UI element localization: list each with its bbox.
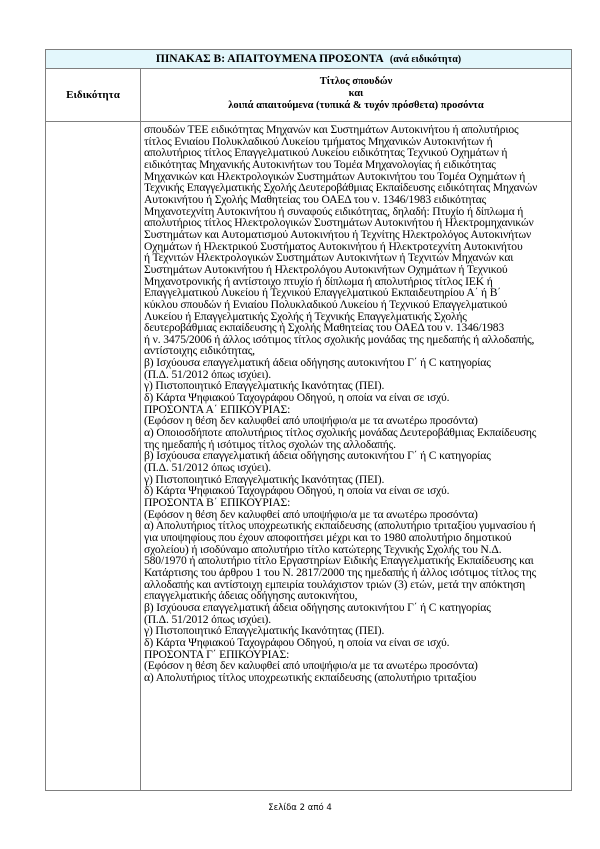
text-line: αλλοδαπής και αντίστοιχη εμπειρία τουλάχιστον τριών (3) ετών, μετά την απόκτηση (144, 577, 526, 591)
table-title-row (46, 50, 571, 69)
text-line: (Εφόσον η θέση δεν καλυφθεί από υποψήφιο/α με τα ανωτέρω προσόντα) (144, 659, 478, 673)
text-line: (Εφόσον η θέση δεν καλυφθεί από υποψήφιο/α με τα ανωτέρω προσόντα) (144, 507, 478, 521)
text-line: Κατάρτισης του άρθρου 1 του Ν. 2817/2000 της ημεδαπής ή άλλος ισότιμος τίτλος της (144, 565, 537, 579)
text-line: (Εφόσον η θέση δεν καλυφθεί από υποψήφιο/α με τα ανωτέρω προσόντα) (144, 414, 478, 428)
header-line: και (348, 88, 364, 99)
text-line: γ) Πιστοποιητικό Επαγγελματικής Ικανότητας (ΠΕΙ). (144, 472, 385, 486)
text-line: Μηχανοτεχνίτη Αυτοκινήτου ή συναφούς ειδικότητας, δηλαδή: Πτυχίο ή δίπλωμα ή (144, 204, 524, 218)
text-line: Αυτοκινήτου ή Σχολής Μαθητείας του ΟΑΕΔ του ν. 1346/1983 ειδικότητας (144, 192, 487, 206)
text-line: (Π.Δ. 51/2012 όπως ισχύει). (144, 461, 272, 475)
text-line: Τεχνικής Επαγγελματικής Σχολής Δευτεροβάθμιας Εκπαίδευσης ειδικότητας Μηχανών (144, 181, 538, 195)
header-specialty: Ειδικότητα (46, 69, 141, 121)
table-title: ΠΙΝΑΚΑΣ Β: ΑΠΑΙΤΟΥΜΕΝΑ ΠΡΟΣΟΝΤΑ (155, 53, 384, 65)
text-line: ή Τεχνιτών Ηλεκτρολογικών Συστημάτων Αυτοκινήτων ή Τεχνιτών Μηχανών και (144, 251, 514, 265)
table-title-subtitle: (ανά ειδικότητα) (389, 54, 462, 65)
text-line: β) Ισχύουσα επαγγελματική άδεια οδήγησης αυτοκινήτου Γ΄ ή C κατηγορίας (144, 356, 491, 370)
text-line: γ) Πιστοποιητικό Επαγγελματικής Ικανότητας (ΠΕΙ). (144, 379, 385, 393)
text-line: α) Οποιοσδήποτε απολυτήριος τίτλος σχολικής μονάδας Δευτεροβάθμιας Εκπαίδευσης (144, 426, 537, 440)
requirements-table (45, 49, 572, 791)
text-line: Συστημάτων και Αυτοματισμού Αυτοκινήτου ή Τεχνίτης Ηλεκτρολόγος Αυτοκινήτων (144, 227, 532, 241)
header-qualifications (141, 69, 571, 121)
table-header-row (46, 69, 571, 122)
text-line: β) Ισχύουσα επαγγελματική άδεια οδήγησης αυτοκινήτου Γ΄ ή C κατηγορίας (144, 600, 491, 614)
text-line: δ) Κάρτα Ψηφιακού Ταχογράφου Οδηγού, η οποία να είναι σε ισχύ. (144, 635, 450, 649)
text-line: Μηχανικών και Ηλεκτρολογικών Συστημάτων Αυτοκινήτου του Τομέα Οχημάτων ή (144, 169, 526, 183)
text-line: α) Απολυτήριος τίτλος υποχρεωτικής εκπαίδευσης (απολυτήριο τριταξίου (144, 670, 477, 684)
text-line: 580/1970 ή απολυτήριο τίτλο Εργαστηρίων Ειδικής Επαγγελματικής Εκπαίδευσης και (144, 554, 534, 568)
text-line: τίτλος Ενιαίου Πολυκλαδικού Λυκείου τμήματος Μηχανικών Αυτοκινήτων ή (144, 134, 493, 148)
text-line: απολυτήριος τίτλος Ηλεκτρολογικών Συστημάτων Αυτοκινήτου ή Ηλεκτρομηχανικών (144, 216, 534, 230)
text-line: (Π.Δ. 51/2012 όπως ισχύει). (144, 612, 272, 626)
text-line: απολυτήριος τίτλος Επαγγελματικού Λυκείου ειδικότητας Τεχνικού Οχημάτων ή (144, 146, 508, 160)
text-line: ειδικότητας Μηχανικής Αυτοκινήτων του Τομέα Μηχανολογίας ή ειδικότητας (144, 157, 496, 171)
header-line: Τίτλος σπουδών (319, 76, 393, 87)
text-line: δ) Κάρτα Ψηφιακού Ταχογράφου Οδηγού, η οποία να είναι σε ισχύ. (144, 484, 450, 498)
text-line: σπουδών ΤΕΕ ειδικότητας Μηχανών και Συστημάτων Αυτοκινήτου ή απολυτήριος (144, 123, 519, 136)
text-line: της ημεδαπής ή ισότιμος τίτλος σχολών της αλλοδαπής. (144, 437, 396, 451)
text-line: ΠΡΟΣΟΝΤΑ Γ΄ ΕΠΙΚΟΥΡΙΑΣ: (144, 647, 290, 661)
text-line: γ) Πιστοποιητικό Επαγγελματικής Ικανότητας (ΠΕΙ). (144, 624, 385, 638)
text-line: δευτεροβάθμιας εκπαίδευσης ή Σχολής Μαθητείας του ΟΑΕΔ του ν. 1346/1983 (144, 321, 505, 335)
table-body-row (46, 122, 571, 790)
text-line: δ) Κάρτα Ψηφιακού Ταχογράφου Οδηγού, η οποία να είναι σε ισχύ. (144, 391, 450, 405)
text-line: (Π.Δ. 51/2012 όπως ισχύει). (144, 367, 272, 381)
text-line: Μηχανοτρονικής ή αντίστοιχο πτυχίο ή δίπλωμα ή απολυτήριος τίτλος ΙΕΚ ή (144, 274, 493, 288)
text-line: κύκλου σπουδών ή Ενιαίου Πολυκλαδικού Λυκείου ή Τεχνικού Επαγγελματικού (144, 297, 508, 311)
page-footer: Σελίδα 2 από 4 (268, 803, 332, 813)
text-line: ΠΡΟΣΟΝΤΑ Α΄ ΕΠΙΚΟΥΡΙΑΣ: (144, 402, 291, 416)
specialty-cell (46, 122, 141, 790)
text-line: β) Ισχύουσα επαγγελματική άδεια οδήγησης αυτοκινήτου Γ΄ ή C κατηγορίας (144, 449, 491, 463)
header-line: λοιπά απαιτούμενα (τυπικά & τυχόν πρόσθετα) προσόντα (228, 100, 484, 111)
text-line: αντίστοιχης ειδικότητας, (144, 344, 255, 358)
text-line: Επαγγελματικού Λυκείου ή Τεχνικού Επαγγελματικού Εκπαιδευτηρίου Α΄ ή Β΄ (144, 286, 501, 300)
text-line: ή ν. 3475/2006 ή άλλος ισότιμος τίτλος σχολικής μονάδας της ημεδαπής ή αλλοδαπής, (144, 332, 535, 346)
text-line: ΠΡΟΣΟΝΤΑ Β΄ ΕΠΙΚΟΥΡΙΑΣ: (144, 496, 291, 509)
text-line: επαγγελματικής άδειας οδήγησης αυτοκινήτου, (144, 589, 358, 603)
text-line: Λυκείου ή Επαγγελματικής Σχολής ή Τεχνικής Επαγγελματικής Σχολής (144, 309, 467, 323)
text-line: α) Απολυτήριος τίτλος υποχρεωτικής εκπαίδευσης (απολυτήριο τριταξίου γυμνασίου ή (144, 519, 536, 533)
text-line: σχολείου) ή ισοδύναμο απολυτήριο τίτλο κατώτερης Τεχνικής Σχολής του Ν.Δ. (144, 542, 502, 556)
qualifications-cell (141, 122, 571, 790)
text-line: για υποψηφίους που έχουν αποφοιτήσει μέχρι και το 1980 απολυτήριο δημοτικού (144, 530, 512, 544)
text-line: Συστημάτων Αυτοκινήτου ή Ηλεκτρολόγου Αυτοκινήτων Οχημάτων ή Τεχνικού (144, 262, 508, 276)
text-line: Οχημάτων ή Ηλεκτρικού Συστήματος Αυτοκινήτου ή Ηλεκτροτεχνίτη Αυτοκινήτου (144, 239, 523, 253)
